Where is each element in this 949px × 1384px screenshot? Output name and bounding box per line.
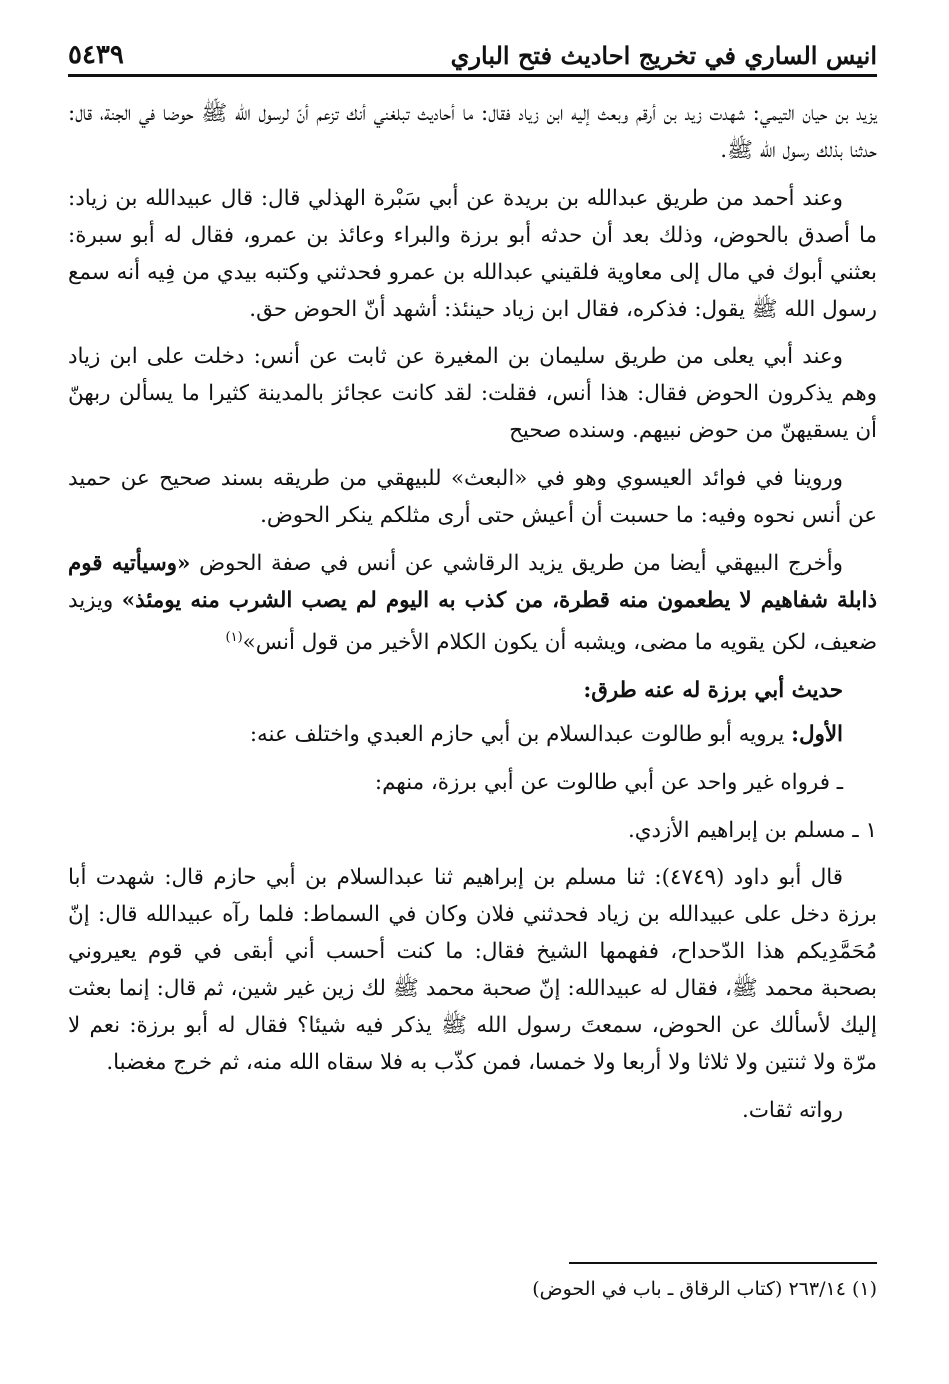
first-route bbox=[68, 717, 877, 754]
hadith-quote: «وسيأتيه قوم ذابلة شفاهيم لا يطعمون منه قطرة، من كذب به اليوم لم يصب الشرب منه يومئذ» bbox=[68, 550, 877, 613]
body-text bbox=[68, 96, 877, 1141]
footnote-divider bbox=[569, 1262, 877, 1264]
footnote-1: (١) ٢٦٣/١٤ (كتاب الرقاق ـ باب في الحوض) bbox=[532, 1278, 877, 1300]
page-header bbox=[68, 30, 877, 77]
dash-line: ـ فرواه غير واحد عن أبي طالوت عن أبي برزة، منهم: bbox=[374, 769, 843, 795]
paragraph-1: يزيد بن حيان التيمي: شهدت زيد بن أرقم وبعث إليه ابن زياد فقال: ما أحاديث تبلغني أنك تزعم أنّ لرسول الله ﷺ حوضا في الجنة، قال: حدثنا بذلك رسول الله ﷺ. bbox=[68, 101, 877, 163]
first-route-text: يرويه أبو طالوت عبدالسلام بن أبي حازم العبدي واختلف عنه: bbox=[249, 721, 792, 747]
footnote-reference: (١) bbox=[225, 629, 243, 645]
paragraph-4: وروينا في فوائد العيسوي وهو في «البعث» للبيهقي من طريقه بسند صحيح عن حميد عن أنس نحوه وفيه: ما حسبت أن أعيش حتى أرى مثلكم ينكر الحوض. bbox=[68, 466, 877, 529]
running-title: انيس الساري في تخريج احاديث فتح الباري bbox=[450, 41, 877, 70]
paragraph-5-remark: ويزيد ضعيف، لكن يقويه ما مضى، ويشبه أن يكون الكلام الأخير من قول أنس» bbox=[68, 587, 877, 655]
numbered-item-1: ١ ـ مسلم بن إبراهيم الأزدي. bbox=[627, 817, 877, 843]
section-heading: حديث أبي برزة له عنه طرق: bbox=[583, 677, 843, 703]
paragraph-7: رواته ثقات. bbox=[741, 1097, 843, 1123]
paragraph-5-intro: وأخرج البيهقي أيضا من طريق يزيد الرقاشي عن أنس في صفة الحوض bbox=[190, 550, 844, 576]
paragraph-5 bbox=[68, 546, 877, 662]
paragraph-6: قال أبو داود (٤٧٤٩): ثنا مسلم بن إبراهيم ثنا عبدالسلام بن أبي حازم قال: شهدت أبا برزة دخل على عبيدالله بن زياد فحدثني فلان وكان في السماط: فلما رآه عبيدالله قال: إنّ مُحَمَّدِيكم هذا الدّحداح، ففهمها الشيخ فقال: ما كنت أحسب أني أبقى في قوم يعيروني بصحبة محمد ﷺ، فقال له عبيدالله: إنّ صحبة محمد ﷺ لك زين غير شين، ثم قال: إنما بعثت إليك لأسألك عن الحوض، سمعتَ رسول الله ﷺ يذكر فيه شيئا؟ فقال له أبو برزة: نعم لا مرّة ولا ثنتين ولا ثلاثا ولا أربعا ولا خمسا، فمن كذّب به فلا سقاه الله منه، ثم خرج مغضبا. bbox=[68, 865, 877, 1075]
paragraph-2: وعند أحمد من طريق عبدالله بن بريدة عن أبي سَبْرة الهذلي قال: قال عبيدالله بن زياد: ما أصدق بالحوض، وذلك بعد أن حدثه أبو برزة والبراء وعائذ بن عمرو، فقال له أبو سبرة: بعثني أبوك في مال إلى معاوية فلقيني عبدالله بن عمرو فحدثني وكتبه بيدي من فِيه أنه سمع رسول الله ﷺ يقول: فذكره، فقال ابن زياد حينئذ: أشهد أنّ الحوض حق. bbox=[68, 185, 877, 322]
paragraph-3: وعند أبي يعلى من طريق سليمان بن المغيرة عن ثابت عن أنس: دخلت على ابن زياد وهم يذكرون الحوض فقال: هذا أنس، فقلت: لقد كانت عجائز بالمدينة كثيرا ما يسألن ربهنّ أن يسقيهنّ من حوض نبيهم. وسنده صحيح bbox=[68, 344, 877, 444]
page-number: ٥٤٣٩ bbox=[68, 40, 124, 70]
first-route-label: الأول: bbox=[791, 721, 843, 747]
